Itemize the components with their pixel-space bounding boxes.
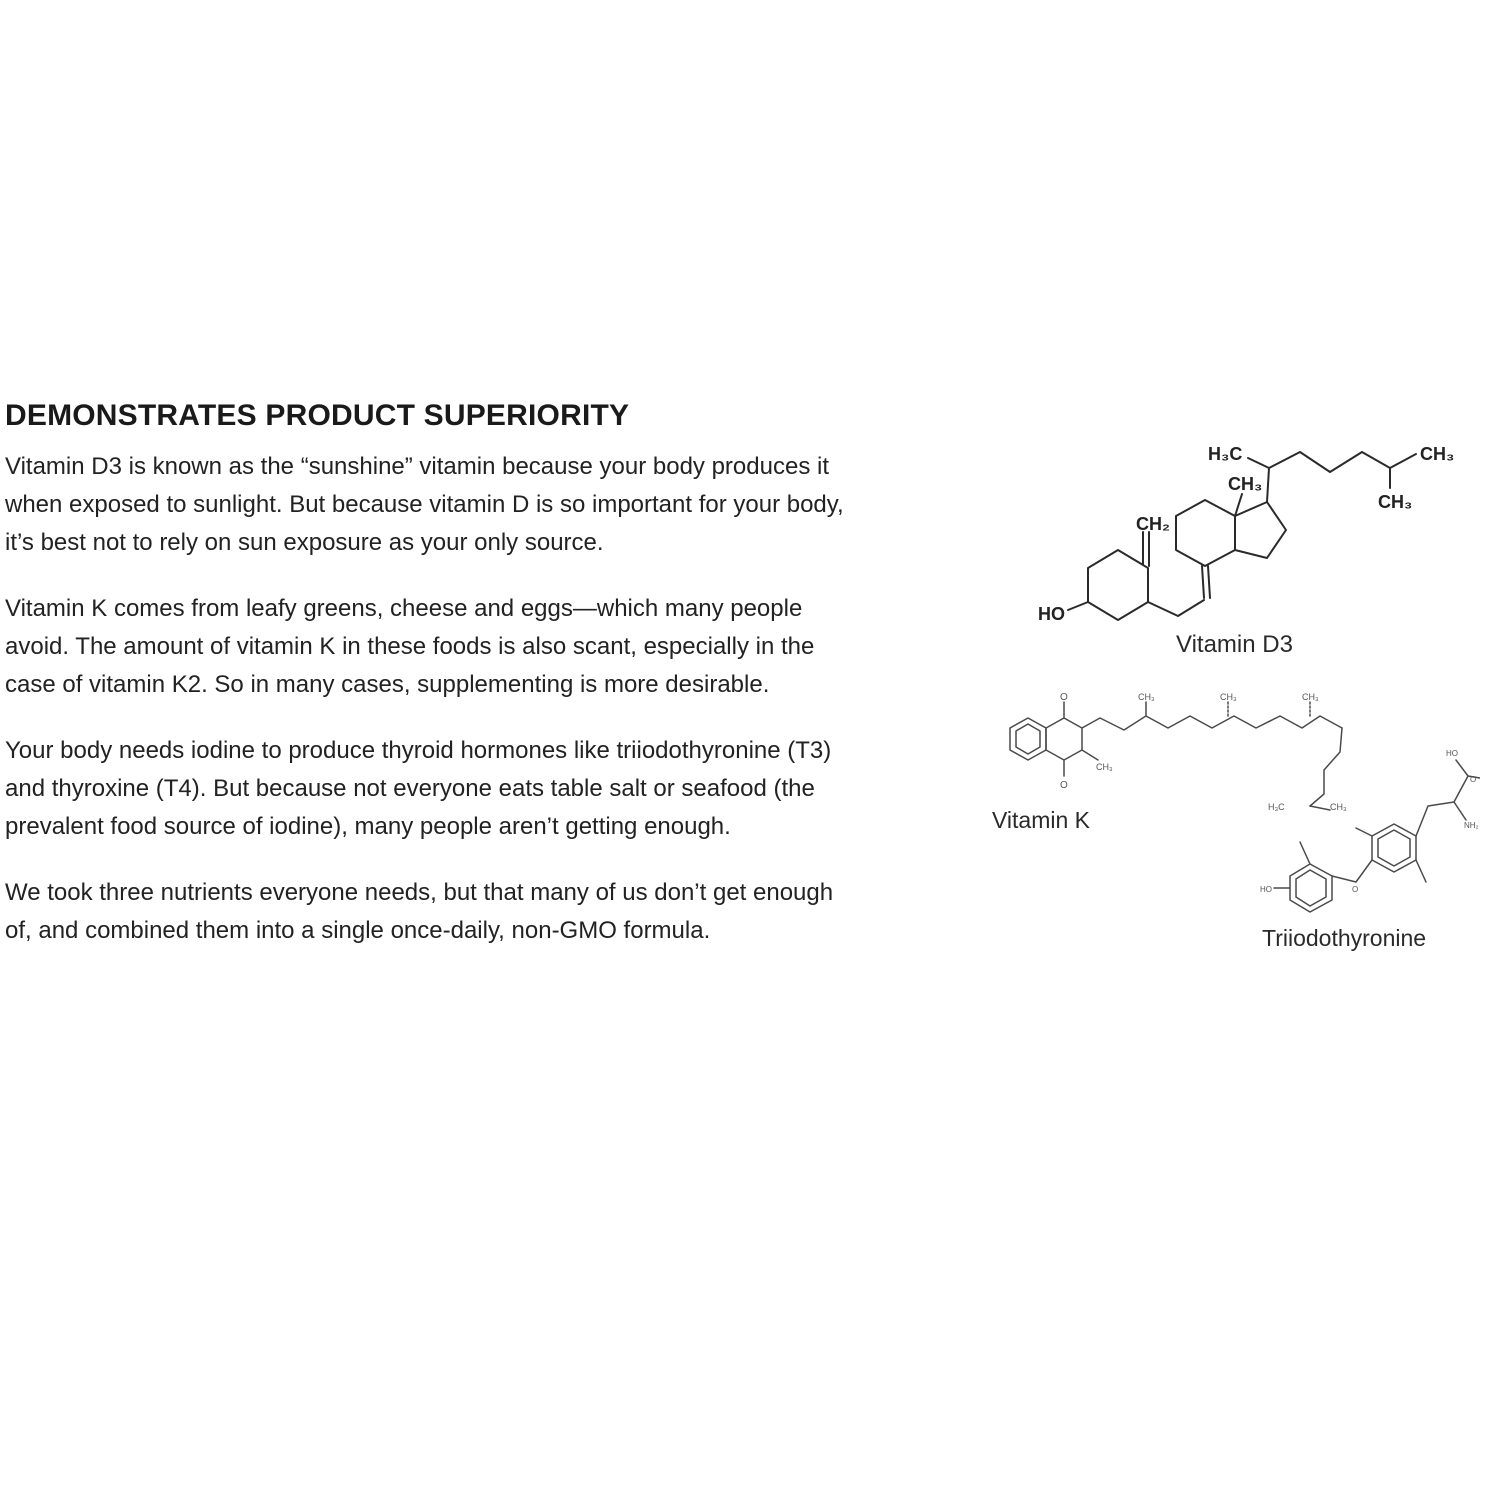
- k-tail-branch: [1310, 806, 1330, 810]
- k-atom-ch3-c: CH₃: [1302, 692, 1319, 702]
- vitamin-k-label: Vitamin K: [992, 807, 1091, 833]
- paragraph-vitamin-d3: Vitamin D3 is known as the “sunshine” vitamin because your body produces it when exposed to sunlight. But because vitamin D is so important for your body, it’s best not to rely on sun exposure as your only source.: [5, 453, 844, 556]
- d3-atom-ch3-branch: CH₃: [1378, 492, 1413, 512]
- d3-atom-ch3-ring: CH₃: [1420, 444, 1455, 464]
- vitamin-k-structure: [992, 692, 1347, 833]
- d3-ho-bond: [1068, 602, 1088, 610]
- molecule-figure: [980, 430, 1480, 970]
- t3-iodine-stub-2: [1416, 860, 1426, 882]
- vitamin-d3-label: Vitamin D3: [1176, 631, 1293, 658]
- d3-atom-ch3-top: CH₃: [1228, 474, 1263, 494]
- d3-atom-ho: HO: [1038, 604, 1065, 624]
- t3-ring-right-inner: [1378, 830, 1410, 866]
- paragraph-iodine: Your body needs iodine to produce thyroid hormones like triiodothyronine (T3) and thyroxine (T4). But because not everyone eats table salt or seafood (the prevalent food source of iodine), many people aren’t getting enough.: [5, 737, 832, 840]
- t3-iodine-stub-1: [1356, 828, 1372, 836]
- t3-iodine-stub-3: [1300, 842, 1310, 864]
- t3-ring-left-inner: [1296, 870, 1326, 906]
- t3-acid-oh: [1456, 760, 1468, 776]
- k-atom-ch3-b: CH₃: [1220, 692, 1237, 702]
- d3-atom-h3c: H₃C: [1208, 444, 1243, 464]
- k-quinone-ring: [1046, 718, 1082, 760]
- k-chain: [1082, 716, 1342, 730]
- t3-atom-o-acid: O: [1470, 775, 1477, 784]
- d3-ring-a: [1088, 550, 1148, 620]
- t3-atom-ho-phenol: HO: [1260, 885, 1272, 894]
- k-atom-o-top: O: [1060, 692, 1068, 703]
- t3-atom-ho-acid: HO: [1446, 749, 1458, 758]
- k-atom-ch3-a: CH₃: [1138, 692, 1155, 702]
- t3-amine-bond: [1454, 802, 1466, 820]
- t3-atom-nh2: NH₂: [1464, 821, 1479, 830]
- k-atom-o-bottom: O: [1060, 780, 1068, 791]
- paragraph-formula: We took three nutrients everyone needs, but that many of us don’t get enough of, and combined them into a single once-daily, non-GMO formula.: [5, 879, 834, 944]
- d3-ring-d: [1235, 502, 1286, 558]
- k-atom-ch3-ring: CH₃: [1096, 762, 1113, 772]
- d3-atom-ch2: CH₂: [1136, 514, 1170, 534]
- t3-side-chain: [1416, 776, 1468, 836]
- k-atom-ch3-end: CH₃: [1330, 802, 1347, 812]
- vitamin-d3-structure: [1038, 444, 1454, 658]
- k-atom-h3c-end: H₃C: [1268, 802, 1285, 812]
- k-benzene-inner: [1016, 724, 1040, 754]
- molecule-diagrams: [980, 430, 1480, 970]
- d3-linker-double-2: [1208, 566, 1210, 598]
- t3-atom-o-ether: O: [1352, 885, 1359, 894]
- paragraph-vitamin-k: Vitamin K comes from leafy greens, cheese and eggs—which many people avoid. The amount of vitamin K in these foods is also scant, especially in the case of vitamin K2. So in many cases, supplementing is more desirable.: [5, 595, 815, 698]
- triiodothyronine-label: Triiodothyronine: [1262, 925, 1427, 951]
- t3-ether: [1332, 860, 1372, 882]
- k-chain-tail: [1310, 728, 1342, 806]
- headline: DEMONSTRATES PRODUCT SUPERIORITY: [5, 399, 630, 432]
- d3-ring-c: [1176, 500, 1235, 566]
- triiodothyronine-structure: [1260, 749, 1480, 951]
- d3-linker-double: [1202, 566, 1204, 598]
- d3-side-methyl-top: [1248, 458, 1269, 468]
- text-column: [5, 396, 865, 978]
- d3-linker: [1148, 600, 1204, 616]
- k-ring-methyl: [1082, 750, 1098, 760]
